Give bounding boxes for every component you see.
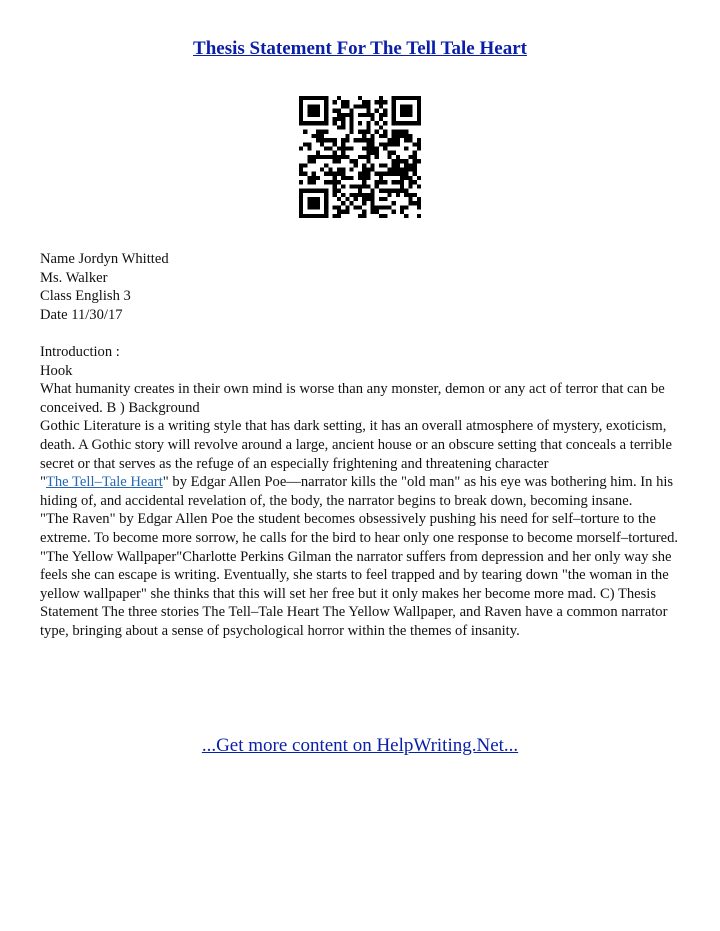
tell-tale-link[interactable]: The Tell–Tale Heart [45, 474, 163, 491]
header-name: Name Jordyn Whitted [40, 251, 169, 267]
hook-paragraph: What humanity creates in their own mind is worse than any monster, demon or any act of terror that can be conceived. B ) Background [40, 381, 665, 416]
header-date: Date 11/30/17 [40, 306, 123, 323]
hook-label: Hook [40, 362, 73, 379]
qr-code-icon [299, 96, 421, 218]
raven-paragraph: "The Raven" by Edgar Allen Poe the student becomes obsessively pushing his need for self–torture to the extreme. To become more sorrow, he calls for the bird to hear only one response to become morself–tortured. [40, 511, 679, 546]
header-class: Class English 3 [40, 288, 131, 305]
intro-label: Introduction : [40, 343, 120, 360]
tell-tale-text: " by Edgar Allen Poe—narrator kills the "old man" as his eye was bothering him. In his hiding of, and accidental revelation of, the body, the narrator begins to break down, becoming insane. [40, 474, 674, 509]
background-paragraph: Gothic Literature is a writing style that has dark setting, it has an overall atmosphere of mystery, exoticism, death. A Gothic story will revolve around a large, ancient house or an obscure setting that conceals a terrible secret or that serves as the refuge of an especially frightening and threatening character [40, 418, 672, 472]
quote-mark: " [40, 474, 46, 491]
document-body [40, 250, 690, 640]
get-more-content-link[interactable]: ...Get more content on HelpWriting.Net... [201, 735, 519, 756]
document-title[interactable]: Thesis Statement For The Tell Tale Heart [193, 38, 527, 59]
tell-tale-paragraph [40, 473, 690, 510]
wallpaper-paragraph: "The Yellow Wallpaper"Charlotte Perkins Gilman the narrator suffers from depression and her only way she feels she can escape is writing. Eventually, she starts to feel trapped and by tearing down "the woman in the yellow wallpaper" she thinks that this will set her free but it only makes her become more mad. C) Thesis Statement The three stories The Tell–Tale Heart The Yellow Wallpaper, and Raven have a common narrator type, bringing about a sense of psychological horror within the themes of insanity. [40, 548, 672, 639]
header-teacher: Ms. Walker [40, 269, 108, 286]
spacer [40, 324, 690, 343]
